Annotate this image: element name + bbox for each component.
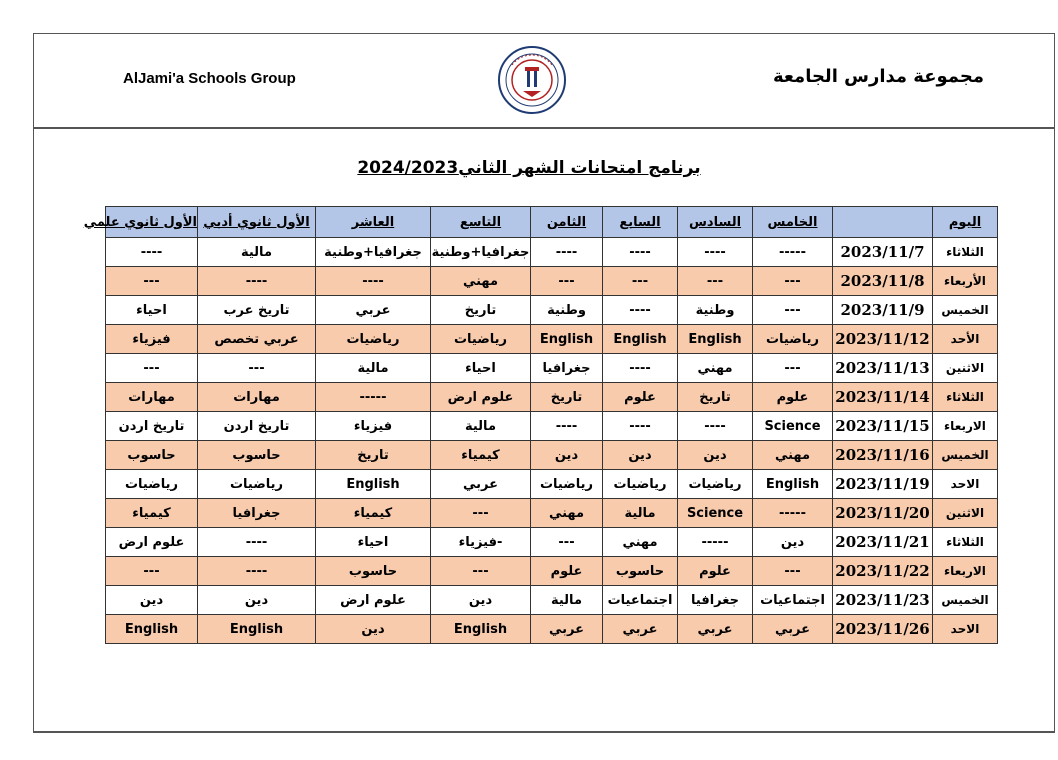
- subject-cell: تاريخ اردن: [106, 412, 198, 441]
- subject-cell: تاريخ عرب: [198, 296, 316, 325]
- column-header: الأول ثانوي أدبي: [198, 207, 316, 238]
- subject-cell: اجتماعيات: [753, 586, 833, 615]
- subject-cell: ---: [753, 296, 833, 325]
- subject-cell: -----: [753, 499, 833, 528]
- subject-cell: مهني: [531, 499, 603, 528]
- subject-cell: جغرافيا+وطنية: [431, 238, 531, 267]
- table-header-row: [106, 207, 998, 238]
- subject-cell: English: [603, 325, 678, 354]
- subject-cell: ---: [531, 528, 603, 557]
- column-header: اليوم: [933, 207, 998, 238]
- day-cell: الاثنين: [933, 499, 998, 528]
- subject-cell: دين: [603, 441, 678, 470]
- subject-cell: ----: [198, 557, 316, 586]
- subject-cell: ---: [198, 354, 316, 383]
- subject-cell: مهارات: [106, 383, 198, 412]
- subject-cell: حاسوب: [198, 441, 316, 470]
- subject-cell: Science: [753, 412, 833, 441]
- subject-cell: مهارات: [198, 383, 316, 412]
- subject-cell: رياضيات: [316, 325, 431, 354]
- table-body: [106, 238, 998, 644]
- subject-cell: رياضيات: [531, 470, 603, 499]
- subject-cell: دين: [531, 441, 603, 470]
- subject-cell: عربي: [531, 615, 603, 644]
- table-row: [106, 557, 998, 586]
- table-row: [106, 412, 998, 441]
- subject-cell: عربي: [753, 615, 833, 644]
- subject-cell: ----: [531, 238, 603, 267]
- subject-cell: ---: [106, 354, 198, 383]
- subject-cell: عربي: [431, 470, 531, 499]
- subject-cell: English: [531, 325, 603, 354]
- subject-cell: مهني: [603, 528, 678, 557]
- column-header: السابع: [603, 207, 678, 238]
- subject-cell: رياضيات: [431, 325, 531, 354]
- subject-cell: حاسوب: [106, 441, 198, 470]
- subject-cell: جغرافيا: [198, 499, 316, 528]
- day-cell: الاربعاء: [933, 412, 998, 441]
- subject-cell: -----: [678, 528, 753, 557]
- date-cell: 2023/11/15: [833, 412, 933, 441]
- subject-cell: دين: [753, 528, 833, 557]
- subject-cell: دين: [431, 586, 531, 615]
- date-cell: 2023/11/21: [833, 528, 933, 557]
- subject-cell: مهني: [753, 441, 833, 470]
- exam-schedule-table: [83, 206, 998, 644]
- date-cell: 2023/11/19: [833, 470, 933, 499]
- subject-cell: دين: [106, 586, 198, 615]
- table-row: [106, 354, 998, 383]
- subject-cell: ---: [431, 557, 531, 586]
- date-cell: 2023/11/7: [833, 238, 933, 267]
- subject-cell: ----: [603, 354, 678, 383]
- subject-cell: ---: [753, 354, 833, 383]
- day-cell: الأربعاء: [933, 267, 998, 296]
- day-cell: الأحد: [933, 325, 998, 354]
- subject-cell: تاريخ: [678, 383, 753, 412]
- subject-cell: ----: [198, 528, 316, 557]
- subject-cell: مالية: [603, 499, 678, 528]
- subject-cell: مالية: [431, 412, 531, 441]
- subject-cell: English: [106, 615, 198, 644]
- subject-cell: ----: [106, 238, 198, 267]
- table-row: [106, 296, 998, 325]
- subject-cell: ---: [753, 557, 833, 586]
- subject-cell: احياء: [431, 354, 531, 383]
- table-row: [106, 267, 998, 296]
- column-header: التاسع: [431, 207, 531, 238]
- subject-cell: عربي: [678, 615, 753, 644]
- subject-cell: تاريخ اردن: [198, 412, 316, 441]
- subject-cell: English: [431, 615, 531, 644]
- subject-cell: ----: [316, 267, 431, 296]
- date-cell: 2023/11/16: [833, 441, 933, 470]
- day-cell: الاثنين: [933, 354, 998, 383]
- subject-cell: ----: [678, 238, 753, 267]
- column-header: الخامس: [753, 207, 833, 238]
- subject-cell: رياضيات: [678, 470, 753, 499]
- subject-cell: تاريخ: [316, 441, 431, 470]
- subject-cell: عربي: [603, 615, 678, 644]
- subject-cell: علوم ارض: [431, 383, 531, 412]
- subject-cell: ----: [198, 267, 316, 296]
- date-cell: 2023/11/12: [833, 325, 933, 354]
- subject-cell: -----: [753, 238, 833, 267]
- day-cell: الاحد: [933, 615, 998, 644]
- english-school-name: AlJami'a Schools Group: [123, 70, 296, 87]
- subject-cell: رياضيات: [753, 325, 833, 354]
- subject-cell: English: [753, 470, 833, 499]
- subject-cell: علوم: [531, 557, 603, 586]
- subject-cell: حاسوب: [603, 557, 678, 586]
- subject-cell: Science: [678, 499, 753, 528]
- table-row: [106, 528, 998, 557]
- subject-cell: كيمياء: [316, 499, 431, 528]
- day-cell: الثلاثاء: [933, 238, 998, 267]
- subject-cell: ---: [106, 557, 198, 586]
- subject-cell: رياضيات: [198, 470, 316, 499]
- subject-cell: عربي: [316, 296, 431, 325]
- column-header: العاشر: [316, 207, 431, 238]
- column-header: الأول ثانوي علمي: [106, 207, 198, 238]
- subject-cell: حاسوب: [316, 557, 431, 586]
- subject-cell: -فيزياء: [431, 528, 531, 557]
- header-divider: [33, 127, 1055, 129]
- subject-cell: مهني: [431, 267, 531, 296]
- table-row: [106, 615, 998, 644]
- subject-cell: اجتماعيات: [603, 586, 678, 615]
- column-header: الثامن: [531, 207, 603, 238]
- subject-cell: دين: [316, 615, 431, 644]
- date-cell: 2023/11/14: [833, 383, 933, 412]
- subject-cell: علوم ارض: [316, 586, 431, 615]
- subject-cell: فيزياء: [316, 412, 431, 441]
- table-row: [106, 470, 998, 499]
- subject-cell: ---: [678, 267, 753, 296]
- subject-cell: احياء: [316, 528, 431, 557]
- subject-cell: جغرافيا+وطنية: [316, 238, 431, 267]
- subject-cell: علوم: [678, 557, 753, 586]
- day-cell: الخميس: [933, 296, 998, 325]
- subject-cell: علوم: [753, 383, 833, 412]
- subject-cell: ----: [678, 412, 753, 441]
- subject-cell: عربي تخصص: [198, 325, 316, 354]
- subject-cell: English: [678, 325, 753, 354]
- date-cell: 2023/11/8: [833, 267, 933, 296]
- day-cell: الاربعاء: [933, 557, 998, 586]
- subject-cell: وطنية: [678, 296, 753, 325]
- subject-cell: مالية: [316, 354, 431, 383]
- date-cell: 2023/11/20: [833, 499, 933, 528]
- date-cell: 2023/11/23: [833, 586, 933, 615]
- subject-cell: ---: [531, 267, 603, 296]
- subject-cell: كيمياء: [431, 441, 531, 470]
- subject-cell: علوم ارض: [106, 528, 198, 557]
- column-header: السادس: [678, 207, 753, 238]
- table-row: [106, 238, 998, 267]
- footer-divider: [33, 731, 1055, 733]
- date-cell: 2023/11/13: [833, 354, 933, 383]
- arabic-school-name: مجموعة مدارس الجامعة: [772, 66, 984, 87]
- subject-cell: رياضيات: [603, 470, 678, 499]
- day-cell: الخميس: [933, 586, 998, 615]
- subject-cell: كيمياء: [106, 499, 198, 528]
- subject-cell: English: [316, 470, 431, 499]
- title-text: برنامج امتحانات الشهر الثاني2024/2023: [357, 158, 701, 178]
- subject-cell: جغرافيا: [531, 354, 603, 383]
- subject-cell: -----: [316, 383, 431, 412]
- subject-cell: دين: [198, 586, 316, 615]
- table-row: [106, 383, 998, 412]
- table-row: [106, 441, 998, 470]
- day-cell: الخميس: [933, 441, 998, 470]
- table-row: [106, 325, 998, 354]
- subject-cell: تاريخ: [431, 296, 531, 325]
- subject-cell: رياضيات: [106, 470, 198, 499]
- subject-cell: ---: [106, 267, 198, 296]
- subject-cell: مهني: [678, 354, 753, 383]
- subject-cell: ----: [531, 412, 603, 441]
- day-cell: الاحد: [933, 470, 998, 499]
- exam-schedule-title: [0, 158, 1058, 178]
- subject-cell: ----: [603, 296, 678, 325]
- school-logo: [497, 45, 567, 115]
- subject-cell: وطنية: [531, 296, 603, 325]
- date-cell: 2023/11/9: [833, 296, 933, 325]
- subject-cell: فيزياء: [106, 325, 198, 354]
- subject-cell: احياء: [106, 296, 198, 325]
- subject-cell: ----: [603, 412, 678, 441]
- subject-cell: ---: [431, 499, 531, 528]
- subject-cell: ----: [603, 238, 678, 267]
- table-row: [106, 499, 998, 528]
- day-cell: الثلاثاء: [933, 528, 998, 557]
- date-cell: 2023/11/22: [833, 557, 933, 586]
- subject-cell: English: [198, 615, 316, 644]
- day-cell: الثلاثاء: [933, 383, 998, 412]
- subject-cell: جغرافيا: [678, 586, 753, 615]
- table-row: [106, 586, 998, 615]
- subject-cell: ---: [603, 267, 678, 296]
- column-header: [833, 207, 933, 238]
- subject-cell: تاريخ: [531, 383, 603, 412]
- subject-cell: مالية: [531, 586, 603, 615]
- date-cell: 2023/11/26: [833, 615, 933, 644]
- subject-cell: مالية: [198, 238, 316, 267]
- subject-cell: ---: [753, 267, 833, 296]
- subject-cell: علوم: [603, 383, 678, 412]
- subject-cell: دين: [678, 441, 753, 470]
